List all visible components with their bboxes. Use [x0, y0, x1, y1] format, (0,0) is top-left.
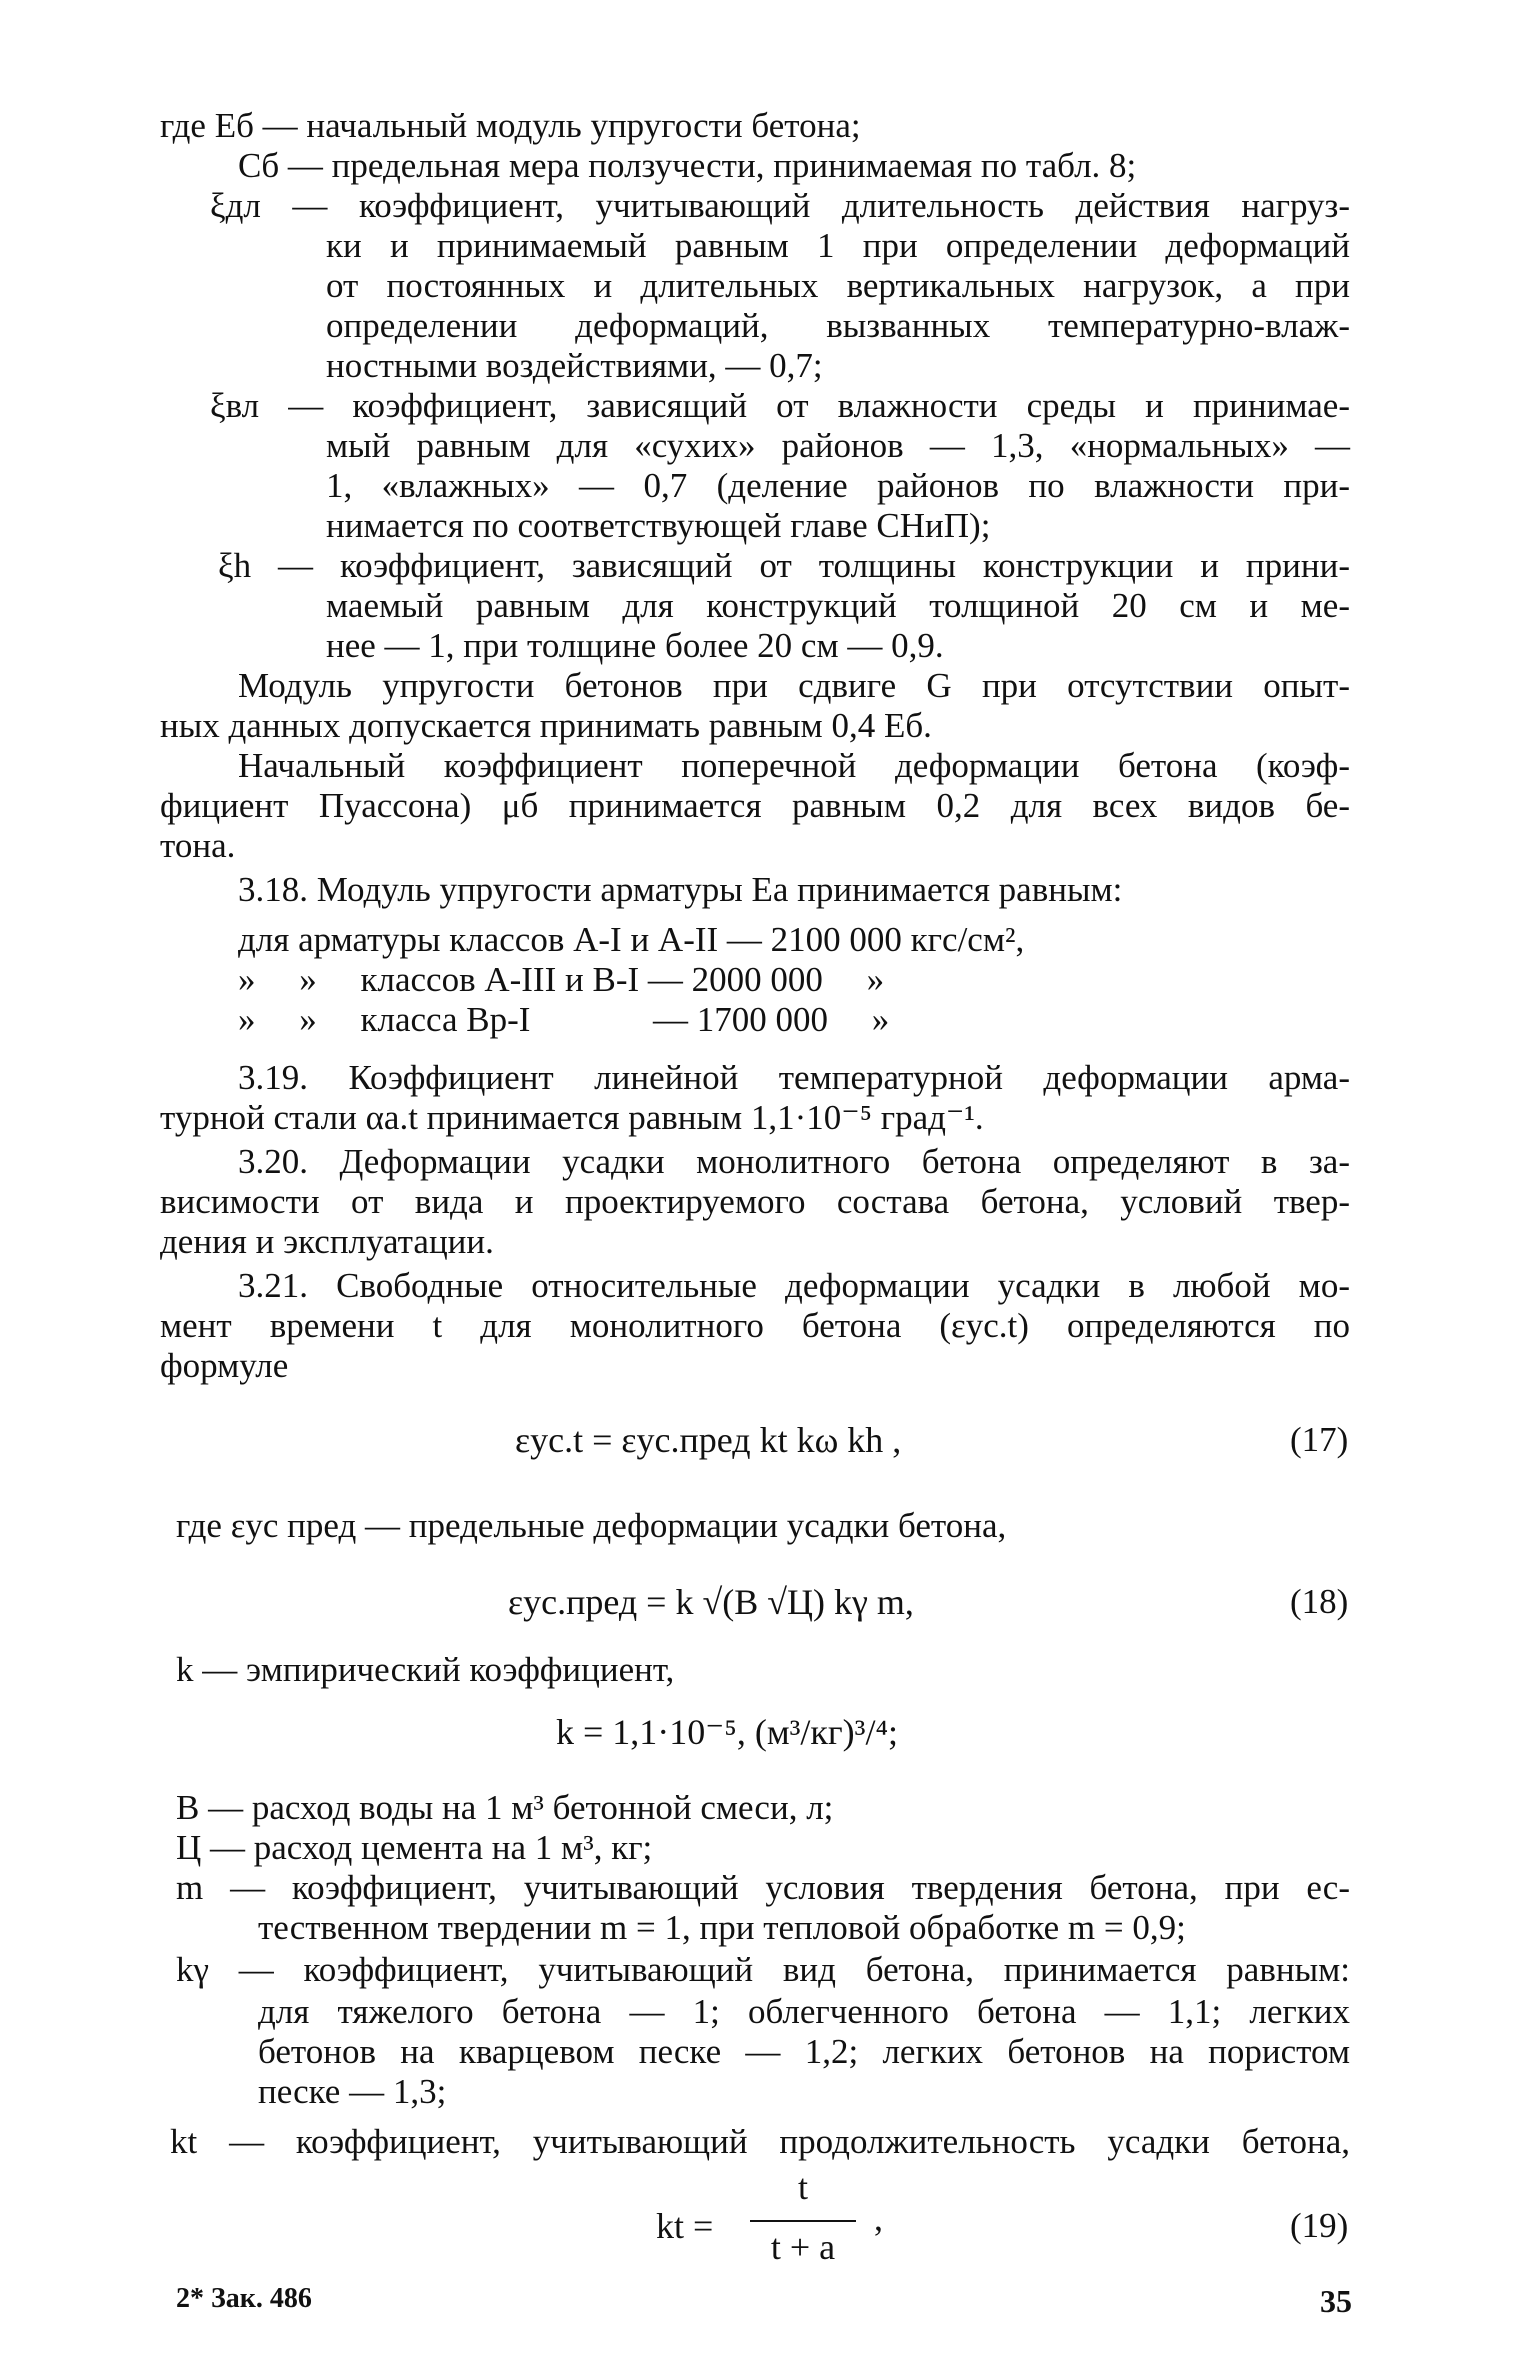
- text-line: висимости от вида и проектируемого состава бетона, условий твер-: [160, 1182, 1350, 1221]
- fraction-bar: [750, 2220, 856, 2222]
- text-line: от постоянных и длительных вертикальных нагрузок, а при: [326, 266, 1350, 305]
- text-line: Ц — расход цемента на 1 м³, кг;: [176, 1828, 653, 1867]
- text-line: тественном твердении m = 1, при тепловой обработке m = 0,9;: [258, 1908, 1186, 1947]
- text-line: для тяжелого бетона — 1; облегченного бетона — 1,1; легких: [258, 1992, 1350, 2031]
- text-line: Модуль упругости бетонов при сдвиге G при отсутствии опыт-: [238, 666, 1350, 705]
- text-line: kγ — коэффициент, учитывающий вид бетона, принимается равным:: [176, 1950, 1350, 1989]
- text-line: дения и эксплуатации.: [160, 1222, 494, 1261]
- text-line: песке — 1,3;: [258, 2072, 447, 2111]
- text-line: нимается по соответствующей главе СНиП);: [326, 506, 991, 545]
- text-line: 3.21. Свободные относительные деформации усадки в любой мо-: [238, 1266, 1350, 1305]
- text-line: нее — 1, при толщине более 20 см — 0,9.: [326, 626, 944, 665]
- fraction-numerator: t: [797, 2167, 808, 2207]
- table-row: » » классов А-III и В-I — 2000 000 »: [238, 960, 885, 999]
- text-line: ξдл — коэффициент, учитывающий длительность действия нагруз-: [210, 186, 1350, 225]
- k-value: k = 1,1·10⁻⁵, (м³/кг)³/⁴;: [556, 1712, 898, 1752]
- text-line: определении деформаций, вызванных температурно-влаж-: [326, 306, 1350, 345]
- page-number: 35: [1320, 2283, 1352, 2319]
- text-line: где Eб — начальный модуль упругости бетона;: [160, 106, 861, 145]
- equation-19-tail: ,: [874, 2198, 883, 2238]
- equation-number: (19): [1290, 2206, 1349, 2245]
- text-line: ностными воздействиями, — 0,7;: [326, 346, 823, 385]
- fraction-denominator: t + a: [770, 2227, 836, 2267]
- text-line: Cб — предельная мера ползучести, принимаемая по табл. 8;: [238, 146, 1137, 185]
- equation-number: (17): [1290, 1420, 1349, 1459]
- equation-19-lhs: kt =: [656, 2206, 714, 2246]
- text-line: m — коэффициент, учитывающий условия твердения бетона, при ес-: [176, 1868, 1350, 1907]
- printer-signature: 2* Зак. 486: [176, 2283, 312, 2314]
- text-line: 1, «влажных» — 0,7 (деление районов по влажности при-: [326, 466, 1350, 505]
- text-line: ных данных допускается принимать равным 0,4 Eб.: [160, 706, 932, 745]
- equation-number: (18): [1290, 1582, 1349, 1621]
- equation-17: εус.t = εус.пред kt kω kh ,: [515, 1420, 902, 1460]
- text-line: где εус пред — предельные деформации усадки бетона,: [176, 1506, 1007, 1545]
- text-line: ξh — коэффициент, зависящий от толщины конструкции и прини-: [218, 546, 1350, 585]
- section-heading: 3.18. Модуль упругости арматуры Eа принимается равным:: [238, 870, 1123, 909]
- equation-18: εус.пред = k √(B √Ц) kγ m,: [508, 1582, 914, 1622]
- text-line: тона.: [160, 826, 236, 865]
- text-line: мент времени t для монолитного бетона (εус.t) определяются по: [160, 1306, 1350, 1345]
- text-line: 3.19. Коэффициент линейной температурной деформации арма-: [238, 1058, 1350, 1097]
- text-line: формуле: [160, 1346, 289, 1385]
- table-row: » » класса Вр-I — 1700 000 »: [238, 1000, 890, 1039]
- text-line: маемый равным для конструкций толщиной 20 см и ме-: [326, 586, 1350, 625]
- text-line: B — расход воды на 1 м³ бетонной смеси, л;: [176, 1788, 834, 1827]
- text-line: ки и принимаемый равным 1 при определении деформаций: [326, 226, 1350, 265]
- text-line: Начальный коэффициент поперечной деформации бетона (коэф-: [238, 746, 1350, 785]
- table-row: для арматуры классов А-I и А-II — 2100 000 кгс/см²,: [238, 920, 1025, 959]
- text-line: мый равным для «сухих» районов — 1,3, «нормальных» —: [326, 426, 1350, 465]
- text-line: турной стали αа.t принимается равным 1,1·10⁻⁵ град⁻¹.: [160, 1098, 984, 1137]
- text-line: k — эмпирический коэффициент,: [176, 1650, 675, 1689]
- text-line: ξвл — коэффициент, зависящий от влажности среды и принимае-: [210, 386, 1350, 425]
- text-line: kt — коэффициент, учитывающий продолжительность усадки бетона,: [170, 2122, 1350, 2161]
- text-line: бетонов на кварцевом песке — 1,2; легких бетонов на пористом: [258, 2032, 1350, 2071]
- text-line: 3.20. Деформации усадки монолитного бетона определяют в за-: [238, 1142, 1350, 1181]
- text-line: фициент Пуассона) μб принимается равным 0,2 для всех видов бе-: [160, 786, 1350, 825]
